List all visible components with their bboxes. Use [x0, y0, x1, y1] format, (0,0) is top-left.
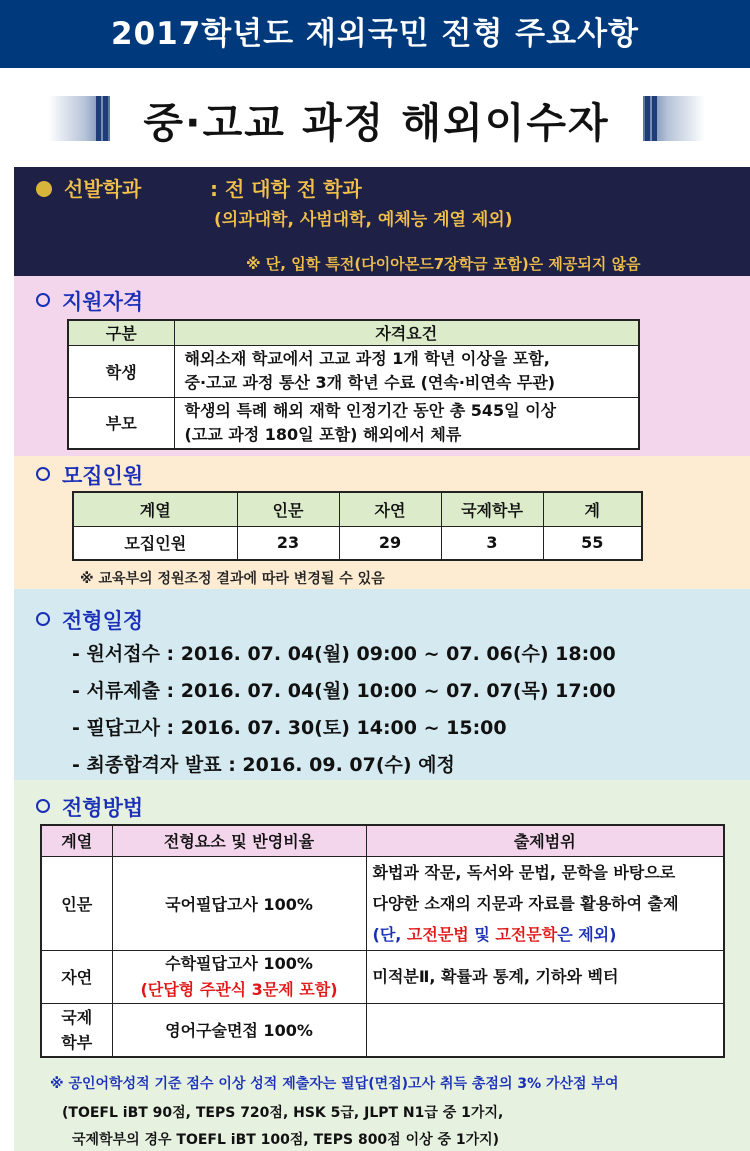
table-row: [41, 950, 724, 1003]
schedule-item: - 서류제출 : 2016. 07. 04(월) 10:00 ~ 07. 07(목) 17:00: [72, 680, 616, 702]
range-exclusion-highlight: 고전문학: [495, 924, 558, 944]
page-title: 2017학년도 재외국민 전형 주요사항: [0, 0, 750, 68]
column-header: 구분: [68, 320, 174, 345]
department-value: : 전 대학 전 학과: [210, 177, 362, 201]
table-cell: 3: [441, 526, 543, 560]
method-element: 국어필답고사 100%: [112, 856, 366, 950]
subtitle-decoration-right: [643, 96, 705, 141]
table-header-row: [41, 825, 724, 856]
qualification-heading-text: 지원자격: [62, 290, 144, 314]
description-line: 중·고교 과정 통산 3개 학년 수료 (연속·비연속 무관): [184, 373, 556, 392]
circle-bullet-icon: [36, 612, 50, 626]
qualification-section: [14, 276, 750, 456]
circle-bullet-icon: [36, 467, 50, 481]
column-header: 자연: [339, 492, 441, 526]
table-row: [68, 345, 639, 397]
table-header-row: [68, 320, 639, 345]
schedule-section: [14, 589, 750, 780]
method-range: [366, 856, 724, 950]
track-line: 국제: [61, 1007, 93, 1027]
method-note: 국제학부의 경우 TOEFL iBT 100점, TEPS 800점 이상 중 1가지): [72, 1132, 500, 1148]
quota-heading-text: 모집인원: [62, 464, 144, 488]
quota-section: [14, 456, 750, 589]
qualification-table: [67, 319, 640, 450]
method-note: (TOEFL iBT 90점, TEPS 720점, HSK 5급, JLPT N1급 중 1가지,: [62, 1105, 504, 1121]
department-exclusion: (의과대학, 사범대학, 예체능 계열 제외): [214, 210, 513, 230]
qualification-category: 부모: [68, 397, 174, 449]
column-header: 계열: [41, 825, 112, 856]
table-cell: 55: [543, 526, 642, 560]
method-heading: [36, 792, 143, 822]
column-header: 전형요소 및 반영비율: [112, 825, 366, 856]
method-note: ※ 공인어학성적 기준 점수 이상 성적 제출자는 필답(면접)고사 취득 총점의 3% 가산점 부여: [50, 1076, 619, 1092]
table-cell: 23: [237, 526, 339, 560]
table-row: [73, 526, 642, 560]
description-line: 학생의 특례 해외 재학 인정기간 동안 총 545일 이상: [184, 400, 557, 420]
page-subtitle: 중·고교 과정 해외이수자: [143, 99, 610, 147]
department-label: 선발학과: [64, 177, 142, 201]
quota-table: [72, 491, 643, 561]
column-header: 계열: [73, 492, 237, 526]
range-line: 다양한 소재의 지문과 자료를 활용하여 출제: [372, 893, 679, 913]
column-header: 계: [543, 492, 642, 526]
column-header: 인문: [237, 492, 339, 526]
table-row: [68, 397, 639, 449]
qualification-heading: [36, 286, 143, 316]
circle-bullet-icon: [36, 293, 50, 307]
method-track: 인문: [41, 856, 112, 950]
bullet-dot-icon: [36, 181, 52, 197]
column-header: 자격요건: [174, 320, 639, 345]
element-text: 수학필답고사 100%: [165, 953, 313, 973]
table-cell: 모집인원: [73, 526, 237, 560]
quota-heading: [36, 460, 143, 490]
table-cell: 29: [339, 526, 441, 560]
method-track: [41, 1003, 112, 1057]
method-section: [14, 780, 750, 1151]
qualification-description: [174, 345, 639, 397]
method-range: [366, 1003, 724, 1057]
schedule-item: - 원서접수 : 2016. 07. 04(월) 09:00 ~ 07. 06(수) 18:00: [72, 643, 616, 665]
track-line: 학부: [61, 1032, 93, 1052]
range-line: 화법과 작문, 독서와 문법, 문학을 바탕으로: [372, 862, 676, 882]
subtitle-decoration-left: [48, 96, 110, 141]
element-note: (단답형 주관식 3문제 포함): [140, 979, 338, 999]
qualification-category: 학생: [68, 345, 174, 397]
method-range: 미적분Ⅱ, 확률과 통계, 기하와 벡터: [366, 950, 724, 1003]
column-header: 국제학부: [441, 492, 543, 526]
schedule-heading-text: 전형일정: [62, 609, 144, 633]
method-element: 영어구술면접 100%: [112, 1003, 366, 1057]
description-line: (고교 과정 180일 포함) 해외에서 체류: [184, 424, 462, 444]
schedule-heading: [36, 605, 143, 635]
schedule-item: - 최종합격자 발표 : 2016. 09. 07(수) 예정: [72, 754, 455, 776]
description-line: 해외소재 학교에서 고교 과정 1개 학년 이상을 포함,: [184, 349, 550, 368]
table-row: [41, 856, 724, 950]
department-note: ※ 단, 입학 특전(다이아몬드7장학금 포함)은 제공되지 않음: [246, 255, 641, 273]
column-header: 출제범위: [366, 825, 724, 856]
method-element: [112, 950, 366, 1003]
range-exclusion-highlight: 고전문법: [406, 924, 469, 944]
circle-bullet-icon: [36, 799, 50, 813]
schedule-item: - 필답고사 : 2016. 07. 30(토) 14:00 ~ 15:00: [72, 717, 507, 739]
qualification-description: [174, 397, 639, 449]
method-heading-text: 전형방법: [62, 796, 144, 820]
department-section: [14, 167, 750, 276]
subtitle-band: [0, 68, 750, 167]
quota-note: ※ 교육부의 정원조정 결과에 따라 변경될 수 있음: [80, 571, 385, 587]
table-row: [41, 1003, 724, 1057]
range-exclusion: (단, 고전문법 및 고전문학은 제외): [372, 924, 617, 944]
method-track: 자연: [41, 950, 112, 1003]
table-header-row: [73, 492, 642, 526]
method-table: [40, 824, 725, 1058]
